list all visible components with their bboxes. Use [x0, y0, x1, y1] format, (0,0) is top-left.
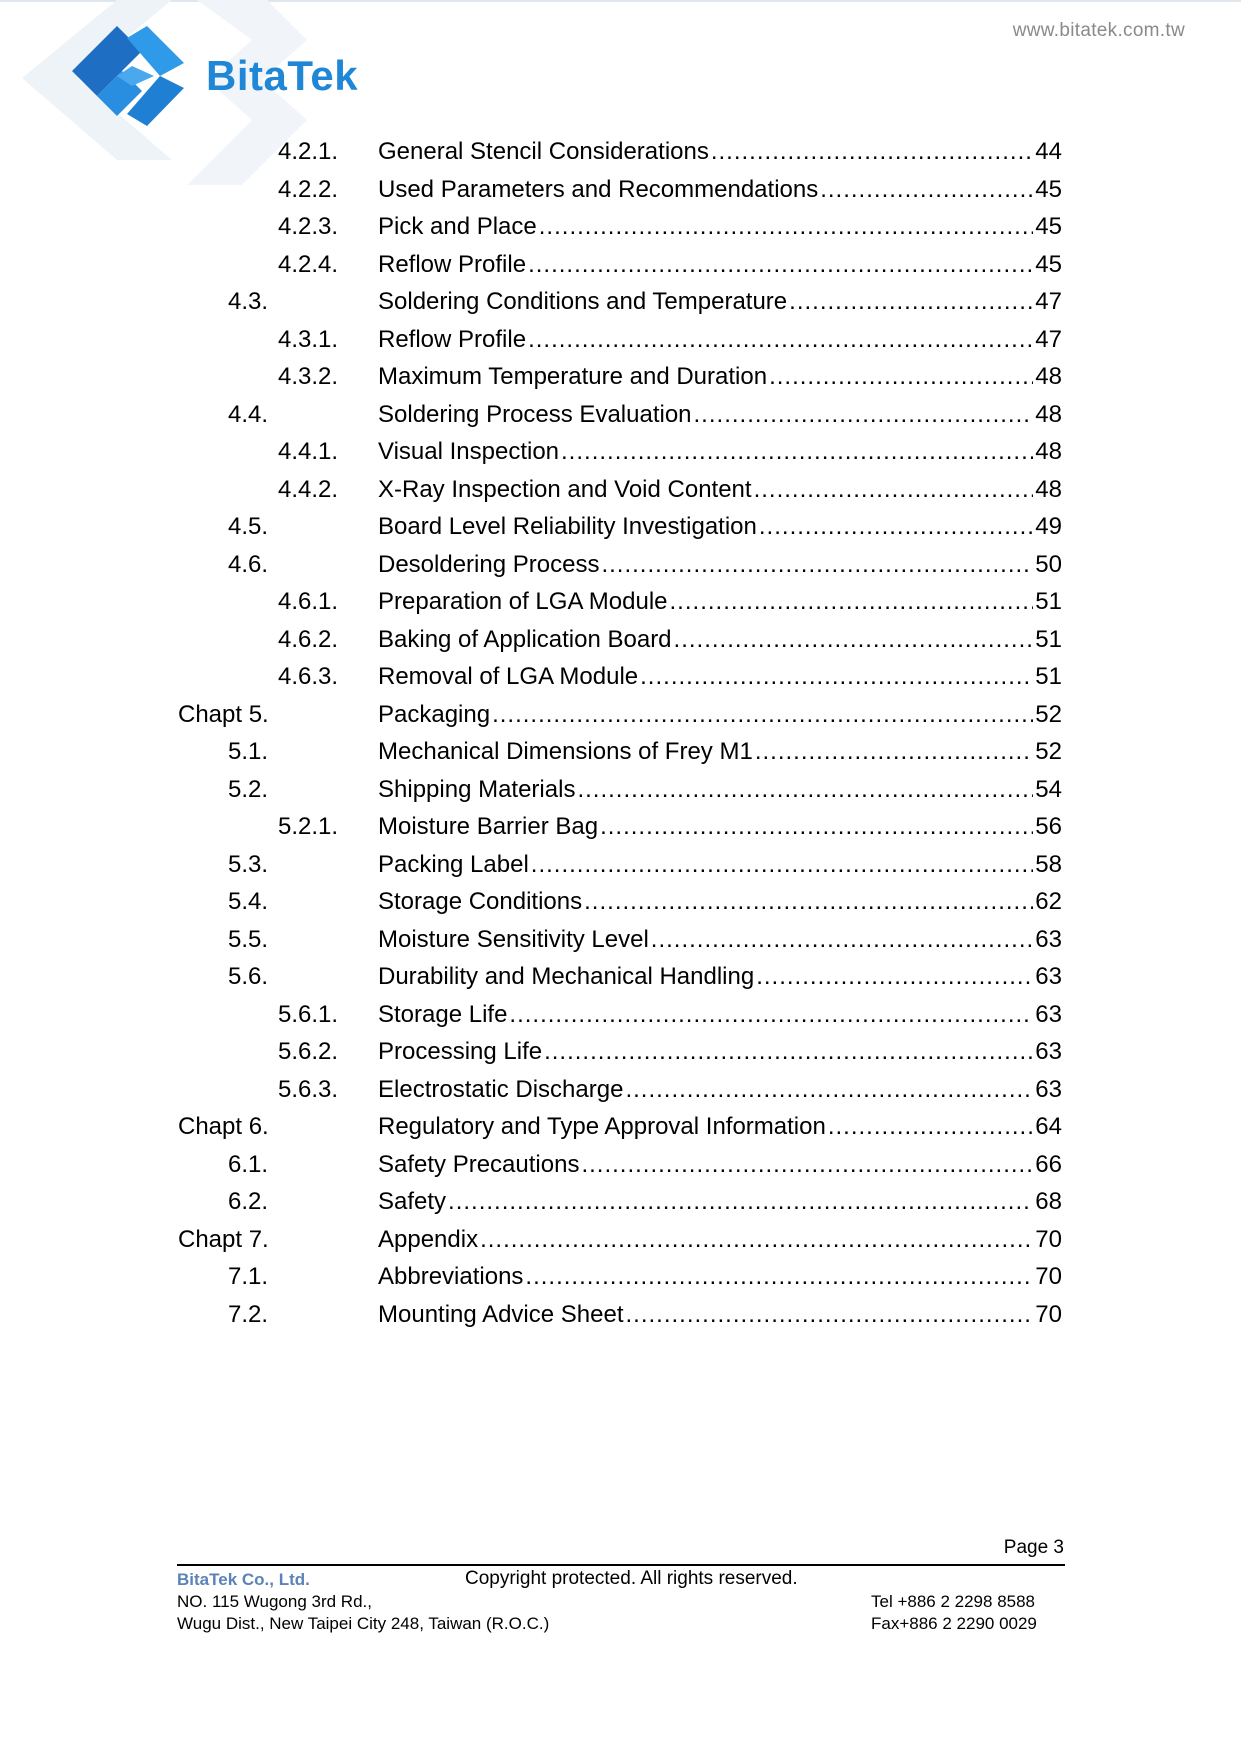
- toc-number: 4.3.2.: [278, 363, 339, 390]
- toc-title: Appendix: [378, 1226, 479, 1253]
- toc-title: Board Level Reliability Investigation: [378, 513, 757, 540]
- toc-leader-dots: [577, 771, 1033, 808]
- toc-leader-dots: [694, 396, 1034, 433]
- toc-title: Visual Inspection: [378, 438, 560, 465]
- toc-leader-dots: [528, 246, 1033, 283]
- toc-page-number: 51: [1035, 663, 1062, 690]
- toc-entry: [378, 883, 1062, 920]
- toc-row[interactable]: [0, 621, 1241, 658]
- toc-leader-dots: [581, 1146, 1033, 1183]
- toc-page-number: 49: [1035, 513, 1062, 540]
- toc-number: 4.3.: [228, 288, 269, 315]
- footer-tel: Tel +886 2 2298 8588: [871, 1592, 1036, 1611]
- toc-page-number: 70: [1035, 1301, 1062, 1328]
- toc-row[interactable]: [0, 921, 1241, 958]
- footer-address-line1: NO. 115 Wugong 3rd Rd.,: [177, 1592, 372, 1611]
- toc-entry: [378, 1258, 1062, 1295]
- toc-leader-dots: [492, 696, 1033, 733]
- toc-leader-dots: [828, 1108, 1033, 1145]
- toc-row[interactable]: [0, 208, 1241, 245]
- toc-title: Storage Conditions: [378, 888, 583, 915]
- toc-number: 4.6.: [228, 551, 269, 578]
- toc-title: Used Parameters and Recommendations: [378, 176, 819, 203]
- toc-entry: [378, 1146, 1062, 1183]
- toc-leader-dots: [531, 846, 1034, 883]
- toc-entry: [378, 733, 1062, 770]
- toc-title: Storage Life: [378, 1001, 508, 1028]
- toc-entry: [378, 1108, 1062, 1145]
- toc-leader-dots: [601, 546, 1033, 583]
- toc-entry: [378, 208, 1062, 245]
- toc-entry: [378, 171, 1062, 208]
- toc-number: 5.4.: [228, 888, 269, 915]
- toc-entry: [378, 846, 1062, 883]
- toc-leader-dots: [544, 1033, 1033, 1070]
- toc-row[interactable]: [0, 321, 1241, 358]
- toc-title: Reflow Profile: [378, 326, 527, 353]
- toc-number: 4.4.: [228, 401, 269, 428]
- toc-row[interactable]: [0, 1146, 1241, 1183]
- toc-leader-dots: [509, 996, 1033, 1033]
- footer-fax: Fax+886 2 2290 0029: [871, 1614, 1037, 1633]
- toc-page-number: 63: [1035, 1076, 1062, 1103]
- toc-row[interactable]: [0, 808, 1241, 845]
- toc-leader-dots: [525, 1258, 1033, 1295]
- toc-number: 4.2.1.: [278, 138, 339, 165]
- toc-page-number: 63: [1035, 1038, 1062, 1065]
- toc-row[interactable]: [0, 508, 1241, 545]
- toc-row[interactable]: [0, 396, 1241, 433]
- toc-row[interactable]: [0, 696, 1241, 733]
- toc-title: Packing Label: [378, 851, 529, 878]
- toc-title: Durability and Mechanical Handling: [378, 963, 755, 990]
- toc-leader-dots: [674, 621, 1034, 658]
- toc-number: 4.4.1.: [278, 438, 339, 465]
- toc-title: Maximum Temperature and Duration: [378, 363, 768, 390]
- toc-page-number: 47: [1035, 288, 1062, 315]
- toc-row[interactable]: [0, 171, 1241, 208]
- toc-number: 4.2.3.: [278, 213, 339, 240]
- toc-page-number: 66: [1035, 1151, 1062, 1178]
- toc-entry: [378, 1033, 1062, 1070]
- footer-divider: [177, 1564, 1065, 1566]
- toc-title: Abbreviations: [378, 1263, 524, 1290]
- toc-title: Electrostatic Discharge: [378, 1076, 624, 1103]
- toc-title: Shipping Materials: [378, 776, 576, 803]
- toc-row[interactable]: [0, 1221, 1241, 1258]
- toc-row[interactable]: [0, 1071, 1241, 1108]
- footer-copyright: Copyright protected. All rights reserved.: [465, 1568, 798, 1589]
- toc-entry: [378, 546, 1062, 583]
- toc-title: Packaging: [378, 701, 491, 728]
- toc-leader-dots: [640, 658, 1033, 695]
- toc-entry: [378, 958, 1062, 995]
- toc-number: 5.6.2.: [278, 1038, 339, 1065]
- toc-entry: [378, 771, 1062, 808]
- toc-title: Reflow Profile: [378, 251, 527, 278]
- toc-row[interactable]: [0, 883, 1241, 920]
- toc-entry: [378, 583, 1062, 620]
- toc-number: 6.1.: [228, 1151, 269, 1178]
- toc-number: Chapt 6.: [178, 1113, 269, 1140]
- toc-title: Soldering Conditions and Temperature: [378, 288, 788, 315]
- toc-number: 5.5.: [228, 926, 269, 953]
- toc-title: Safety Precautions: [378, 1151, 580, 1178]
- toc-entry: [378, 133, 1062, 170]
- toc-leader-dots: [651, 921, 1034, 958]
- toc-number: 6.2.: [228, 1188, 269, 1215]
- toc-title: Safety: [378, 1188, 447, 1215]
- toc-page-number: 58: [1035, 851, 1062, 878]
- toc-number: Chapt 5.: [178, 701, 269, 728]
- toc-leader-dots: [625, 1071, 1033, 1108]
- toc-page-number: 68: [1035, 1188, 1062, 1215]
- toc-number: 5.2.: [228, 776, 269, 803]
- toc-number: 5.3.: [228, 851, 269, 878]
- toc-number: 4.2.2.: [278, 176, 339, 203]
- toc-entry: [378, 433, 1062, 470]
- toc-page-number: 56: [1035, 813, 1062, 840]
- toc-leader-dots: [820, 171, 1033, 208]
- toc-number: 4.5.: [228, 513, 269, 540]
- toc-title: Mounting Advice Sheet: [378, 1301, 624, 1328]
- toc-row[interactable]: [0, 1183, 1241, 1220]
- toc-number: 4.2.4.: [278, 251, 339, 278]
- toc-number: 5.6.3.: [278, 1076, 339, 1103]
- toc-page-number: 62: [1035, 888, 1062, 915]
- toc-leader-dots: [670, 583, 1034, 620]
- toc-title: Desoldering Process: [378, 551, 600, 578]
- toc-row[interactable]: [0, 846, 1241, 883]
- toc-title: Baking of Application Board: [378, 626, 672, 653]
- toc-entry: [378, 808, 1062, 845]
- toc-page-number: 51: [1035, 588, 1062, 615]
- brand-name: BitaTek: [206, 52, 359, 99]
- toc-row[interactable]: [0, 958, 1241, 995]
- toc-entry: [378, 396, 1062, 433]
- toc-title: Moisture Sensitivity Level: [378, 926, 649, 953]
- toc-page-number: 48: [1035, 476, 1062, 503]
- toc-page-number: 45: [1035, 251, 1062, 278]
- toc-page-number: 48: [1035, 438, 1062, 465]
- toc-leader-dots: [528, 321, 1033, 358]
- toc-leader-dots: [789, 283, 1033, 320]
- toc-page-number: 54: [1035, 776, 1062, 803]
- toc-page-number: 44: [1035, 138, 1062, 165]
- toc-page-number: 64: [1035, 1113, 1062, 1140]
- toc-page-number: 48: [1035, 363, 1062, 390]
- toc-leader-dots: [759, 508, 1033, 545]
- toc-number: 5.1.: [228, 738, 269, 765]
- toc-number: 7.1.: [228, 1263, 269, 1290]
- toc-entry: [378, 246, 1062, 283]
- toc-number: 5.6.1.: [278, 1001, 339, 1028]
- toc-title: Pick and Place: [378, 213, 537, 240]
- toc-entry: [378, 1071, 1062, 1108]
- toc-row[interactable]: [0, 733, 1241, 770]
- toc-entry: [378, 1183, 1062, 1220]
- toc-number: 7.2.: [228, 1301, 269, 1328]
- toc-entry: [378, 508, 1062, 545]
- toc-row[interactable]: [0, 1033, 1241, 1070]
- toc-entry: [378, 921, 1062, 958]
- toc-leader-dots: [711, 133, 1033, 170]
- toc-number: Chapt 7.: [178, 1226, 269, 1253]
- toc-row[interactable]: [0, 996, 1241, 1033]
- toc-leader-dots: [539, 208, 1034, 245]
- toc-number: 4.6.2.: [278, 626, 339, 653]
- toc-leader-dots: [626, 1296, 1034, 1333]
- toc-entry: [378, 321, 1062, 358]
- toc-row[interactable]: [0, 1258, 1241, 1295]
- toc-title: X-Ray Inspection and Void Content: [378, 476, 752, 503]
- toc-title: Moisture Barrier Bag: [378, 813, 599, 840]
- toc-entry: [378, 1221, 1062, 1258]
- toc-entry: [378, 696, 1062, 733]
- toc-row[interactable]: [0, 433, 1241, 470]
- toc-page-number: 48: [1035, 401, 1062, 428]
- toc-number: 4.3.1.: [278, 326, 339, 353]
- website-url: www.bitatek.com.tw: [1012, 20, 1185, 41]
- toc-leader-dots: [769, 358, 1033, 395]
- toc-title: Regulatory and Type Approval Information: [378, 1113, 826, 1140]
- toc-number: 4.6.1.: [278, 588, 339, 615]
- toc-row[interactable]: [0, 658, 1241, 695]
- toc-entry: [378, 658, 1062, 695]
- toc-row[interactable]: [0, 1296, 1241, 1333]
- toc-title: Removal of LGA Module: [378, 663, 639, 690]
- toc-page-number: 51: [1035, 626, 1062, 653]
- toc-row[interactable]: [0, 471, 1241, 508]
- toc-row[interactable]: [0, 546, 1241, 583]
- toc-entry: [378, 996, 1062, 1033]
- toc-row[interactable]: [0, 133, 1241, 170]
- toc-row[interactable]: [0, 246, 1241, 283]
- toc-entry: [378, 621, 1062, 658]
- toc-entry: [378, 358, 1062, 395]
- toc-page-number: 63: [1035, 1001, 1062, 1028]
- toc-entry: [378, 1296, 1062, 1333]
- toc-title: General Stencil Considerations: [378, 138, 709, 165]
- toc-row[interactable]: [0, 583, 1241, 620]
- toc-page-number: 63: [1035, 926, 1062, 953]
- toc-leader-dots: [584, 883, 1033, 920]
- toc-number: 4.6.3.: [278, 663, 339, 690]
- toc-title: Soldering Process Evaluation: [378, 401, 692, 428]
- toc-page-number: 52: [1035, 701, 1062, 728]
- toc-leader-dots: [754, 471, 1034, 508]
- footer-company: BitaTek Co., Ltd.: [177, 1570, 310, 1589]
- toc-page-number: 47: [1035, 326, 1062, 353]
- toc-number: 5.6.: [228, 963, 269, 990]
- toc-row[interactable]: [0, 771, 1241, 808]
- toc-title: Mechanical Dimensions of Frey M1: [378, 738, 753, 765]
- toc-page-number: 45: [1035, 176, 1062, 203]
- page-number: Page 3: [1003, 1537, 1064, 1558]
- toc-number: 5.2.1.: [278, 813, 339, 840]
- toc-row[interactable]: [0, 358, 1241, 395]
- toc-page-number: 45: [1035, 213, 1062, 240]
- toc-title: Preparation of LGA Module: [378, 588, 668, 615]
- toc-leader-dots: [448, 1183, 1033, 1220]
- toc-page-number: 70: [1035, 1226, 1062, 1253]
- toc-row[interactable]: [0, 283, 1241, 320]
- toc-number: 4.4.2.: [278, 476, 339, 503]
- toc-title: Processing Life: [378, 1038, 543, 1065]
- toc-row[interactable]: [0, 1108, 1241, 1145]
- toc-page-number: 63: [1035, 963, 1062, 990]
- toc-leader-dots: [480, 1221, 1033, 1258]
- toc-page-number: 50: [1035, 551, 1062, 578]
- toc-entry: [378, 283, 1062, 320]
- bitatek-logo-icon: [72, 26, 202, 126]
- toc-leader-dots: [600, 808, 1033, 845]
- footer-address-line2: Wugu Dist., New Taipei City 248, Taiwan (R.O.C.): [177, 1614, 550, 1633]
- toc-page-number: 52: [1035, 738, 1062, 765]
- toc-leader-dots: [755, 733, 1033, 770]
- toc-entry: [378, 471, 1062, 508]
- toc-leader-dots: [561, 433, 1033, 470]
- toc-leader-dots: [756, 958, 1033, 995]
- toc-page-number: 70: [1035, 1263, 1062, 1290]
